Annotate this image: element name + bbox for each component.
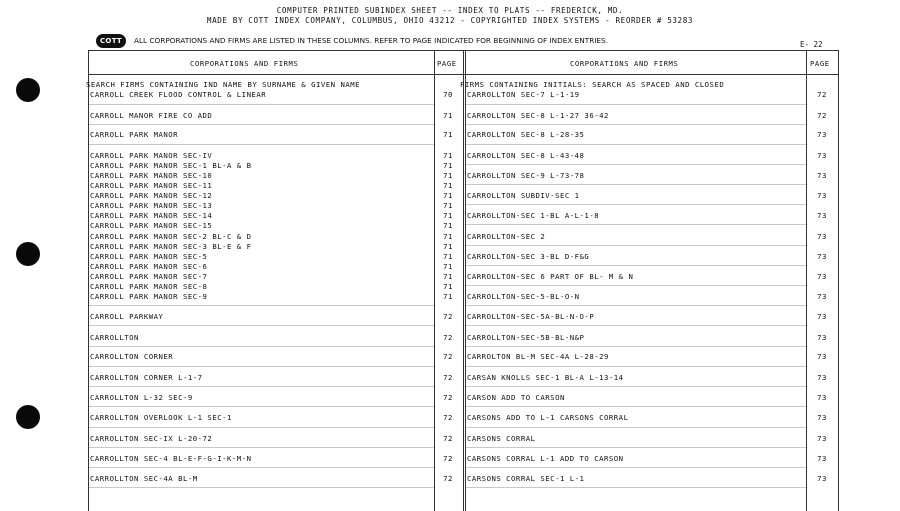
left-entry-name: CARROLLTON OVERLOOK L-1 SEC-1 (90, 413, 232, 422)
right-entry-page: 73 (817, 272, 827, 281)
row-rule (466, 467, 806, 468)
left-entry-name: CARROLL PARK MANOR SEC-12 (90, 191, 213, 200)
right-entry-page: 73 (817, 171, 827, 180)
row-rule (89, 325, 434, 326)
left-entry-name: CARROLLTON SEC-4 BL-E-F-G-I-K-M-N (90, 454, 252, 463)
left-subheading: SEARCH FIRMS CONTAINING IND NAME BY SURNAME & GIVEN NAME (86, 80, 361, 89)
right-page-heading: PAGE (810, 59, 830, 68)
left-entry-name: CARROLL PARK MANOR SEC-9 (90, 292, 208, 301)
right-page-rule (806, 50, 807, 511)
column-divider-double (465, 50, 466, 511)
left-entry-page: 72 (443, 413, 453, 422)
row-rule (89, 124, 434, 125)
table-left-rule (88, 50, 89, 511)
right-subheading: FIRMS CONTAINING INITIALS: SEARCH AS SPACED AND CLOSED (460, 80, 725, 89)
right-entry-name: CARSONS CORRAL (467, 434, 536, 443)
right-entry-name: CARROLLTON SEC-8 L-43-48 (467, 151, 585, 160)
right-entry-name: CARROLLTON SEC-8 L-28-35 (467, 130, 585, 139)
right-entry-page: 72 (817, 111, 827, 120)
left-entry-page: 72 (443, 333, 453, 342)
row-rule (466, 285, 806, 286)
right-entry-page: 73 (817, 232, 827, 241)
right-entry-name: CARSON ADD TO CARSON (467, 393, 565, 402)
left-entry-page: 71 (443, 292, 453, 301)
left-entry-page: 71 (443, 181, 453, 190)
right-column-heading: CORPORATIONS AND FIRMS (570, 59, 679, 68)
row-rule (89, 305, 434, 306)
right-entry-page: 73 (817, 434, 827, 443)
left-entry-name: CARROLL PARKWAY (90, 312, 164, 321)
row-rule (466, 346, 806, 347)
left-entry-page: 72 (443, 474, 453, 483)
row-rule (466, 386, 806, 387)
left-page-rule (434, 50, 435, 511)
row-rule (89, 366, 434, 367)
right-entry-name: CARROLLTON SEC-8 L-1-27 36-42 (467, 111, 609, 120)
left-entry-name: CARROLLTON SEC-IX L-20-72 (90, 434, 213, 443)
right-entry-name: CARROLLTON-SEC 6 PART OF BL- M & N (467, 272, 634, 281)
row-rule (466, 265, 806, 266)
column-divider (463, 50, 464, 511)
right-entry-name: CARSONS CORRAL L-1 ADD TO CARSON (467, 454, 624, 463)
row-rule (466, 124, 806, 125)
left-entry-name: CARROLLTON SEC-4A BL-M (90, 474, 198, 483)
left-entry-name: CARROLL MANOR FIRE CO ADD (90, 111, 213, 120)
right-entry-name: CARROLLTON-SEC 1-BL A-L-1-8 (467, 211, 600, 220)
sheet-number: E- 22 (800, 40, 823, 49)
left-page-heading: PAGE (437, 59, 457, 68)
row-rule (466, 245, 806, 246)
right-entry-page: 73 (817, 191, 827, 200)
left-entry-name: CARROLL PARK MANOR SEC-5 (90, 252, 208, 261)
left-entry-page: 71 (443, 201, 453, 210)
row-rule (89, 406, 434, 407)
row-rule (466, 184, 806, 185)
left-entry-page: 71 (443, 191, 453, 200)
right-entry-page: 73 (817, 454, 827, 463)
right-entry-name: CARROLTON BL-M SEC-4A L-28-29 (467, 352, 609, 361)
row-rule (466, 325, 806, 326)
right-entry-name: CARROLLTON-SEC-5-BL-O-N (467, 292, 580, 301)
binder-hole-icon (16, 78, 40, 102)
left-entry-page: 71 (443, 262, 453, 271)
row-rule (466, 305, 806, 306)
left-entry-name: CARROLL PARK MANOR SEC-10 (90, 171, 213, 180)
row-rule (89, 346, 434, 347)
right-entry-name: CARROLLTON-SEC 2 (467, 232, 546, 241)
right-entry-name: CARROLLTON-SEC-5B-BL-N&P (467, 333, 585, 342)
row-rule (466, 366, 806, 367)
row-rule (89, 467, 434, 468)
left-entry-name: CARROLL PARK MANOR SEC-11 (90, 181, 213, 190)
right-entry-page: 73 (817, 474, 827, 483)
left-entry-name: CARROLL CREEK FLOOD CONTROL & LINEAR (90, 90, 267, 99)
row-rule (466, 406, 806, 407)
left-entry-name: CARROLL PARK MANOR SEC-7 (90, 272, 208, 281)
left-entry-page: 71 (443, 282, 453, 291)
row-rule (89, 427, 434, 428)
left-entry-name: CARROLL PARK MANOR SEC-3 BL-E & F (90, 242, 252, 251)
right-entry-page: 73 (817, 151, 827, 160)
left-entry-page: 71 (443, 161, 453, 170)
right-entry-page: 73 (817, 252, 827, 261)
right-entry-page: 73 (817, 312, 827, 321)
left-entry-page: 71 (443, 111, 453, 120)
row-rule (466, 447, 806, 448)
right-entry-page: 72 (817, 90, 827, 99)
row-rule (89, 386, 434, 387)
left-entry-name: CARROLL PARK MANOR SEC-2 BL-C & D (90, 232, 252, 241)
table-right-rule (838, 50, 839, 511)
left-entry-page: 71 (443, 272, 453, 281)
left-entry-page: 71 (443, 232, 453, 241)
left-entry-page: 71 (443, 130, 453, 139)
binder-hole-icon (16, 242, 40, 266)
right-entry-page: 73 (817, 211, 827, 220)
publisher-line: MADE BY COTT INDEX COMPANY, COLUMBUS, OHIO 43212 - COPYRIGHTED INDEX SYSTEMS - REORDER # 53283 (206, 16, 694, 25)
right-entry-name: CARROLLTON SUBDIV-SEC 1 (467, 191, 580, 200)
left-entry-name: CARROLL PARK MANOR SEC-13 (90, 201, 213, 210)
right-entry-name: CARSAN KNOLLS SEC-1 BL-A L-13-14 (467, 373, 624, 382)
left-entry-page: 71 (443, 242, 453, 251)
left-entry-name: CARROLL PARK MANOR SEC-14 (90, 211, 213, 220)
right-entry-name: CARROLLTON-SEC-5A-BL-N-O-P (467, 312, 595, 321)
sheet-title: COMPUTER PRINTED SUBINDEX SHEET -- INDEX TO PLATS -- FREDERICK, MD. (276, 6, 624, 15)
row-rule (89, 144, 434, 145)
left-entry-page: 70 (443, 90, 453, 99)
right-entry-name: CARROLLTON-SEC 3-BL D-F&G (467, 252, 590, 261)
row-rule (89, 447, 434, 448)
left-entry-page: 72 (443, 434, 453, 443)
row-rule (466, 104, 806, 105)
row-rule (466, 164, 806, 165)
left-entry-name: CARROLL PARK MANOR SEC-15 (90, 221, 213, 230)
left-entry-page: 72 (443, 312, 453, 321)
left-column-heading: CORPORATIONS AND FIRMS (190, 59, 299, 68)
left-entry-name: CARROLLTON CORNER L-1-7 (90, 373, 203, 382)
left-entry-page: 71 (443, 151, 453, 160)
row-rule (466, 144, 806, 145)
left-entry-name: CARROLL PARK MANOR SEC-8 (90, 282, 208, 291)
right-entry-name: CARSONS ADD TO L-1 CARSONS CORRAL (467, 413, 629, 422)
index-notice: ALL CORPORATIONS AND FIRMS ARE LISTED IN THESE COLUMNS. REFER TO PAGE INDICATED FOR BEGINNING OF INDEX ENTRIES. (134, 36, 608, 45)
right-entry-page: 73 (817, 333, 827, 342)
left-entry-page: 71 (443, 171, 453, 180)
left-entry-name: CARROLL PARK MANOR SEC-IV (90, 151, 213, 160)
right-entry-page: 73 (817, 373, 827, 382)
right-entry-page: 73 (817, 292, 827, 301)
left-entry-name: CARROLL PARK MANOR SEC-1 BL-A & B (90, 161, 252, 170)
right-entry-page: 73 (817, 130, 827, 139)
left-entry-page: 71 (443, 211, 453, 220)
row-rule (466, 487, 806, 488)
left-entry-page: 72 (443, 454, 453, 463)
cott-logo: COTT (96, 34, 126, 48)
right-entry-page: 73 (817, 413, 827, 422)
row-rule (466, 427, 806, 428)
left-entry-name: CARROLLTON CORNER (90, 352, 174, 361)
left-entry-name: CARROLLTON L-32 SEC-9 (90, 393, 193, 402)
left-entry-page: 72 (443, 352, 453, 361)
right-entry-page: 73 (817, 393, 827, 402)
row-rule (466, 204, 806, 205)
right-entry-name: CARROLLTON SEC-9 L-73-78 (467, 171, 585, 180)
left-entry-name: CARROLL PARK MANOR (90, 130, 179, 139)
left-entry-page: 71 (443, 221, 453, 230)
binder-hole-icon (16, 405, 40, 429)
left-entry-name: CARROLL PARK MANOR SEC-6 (90, 262, 208, 271)
row-rule (466, 224, 806, 225)
left-entry-name: CARROLLTON (90, 333, 139, 342)
left-entry-page: 72 (443, 373, 453, 382)
row-rule (89, 487, 434, 488)
right-entry-name: CARROLLTON SEC-7 L-1-19 (467, 90, 580, 99)
right-entry-name: CARSONS CORRAL SEC-1 L-1 (467, 474, 585, 483)
row-rule (89, 104, 434, 105)
right-entry-page: 73 (817, 352, 827, 361)
left-entry-page: 72 (443, 393, 453, 402)
left-entry-page: 71 (443, 252, 453, 261)
